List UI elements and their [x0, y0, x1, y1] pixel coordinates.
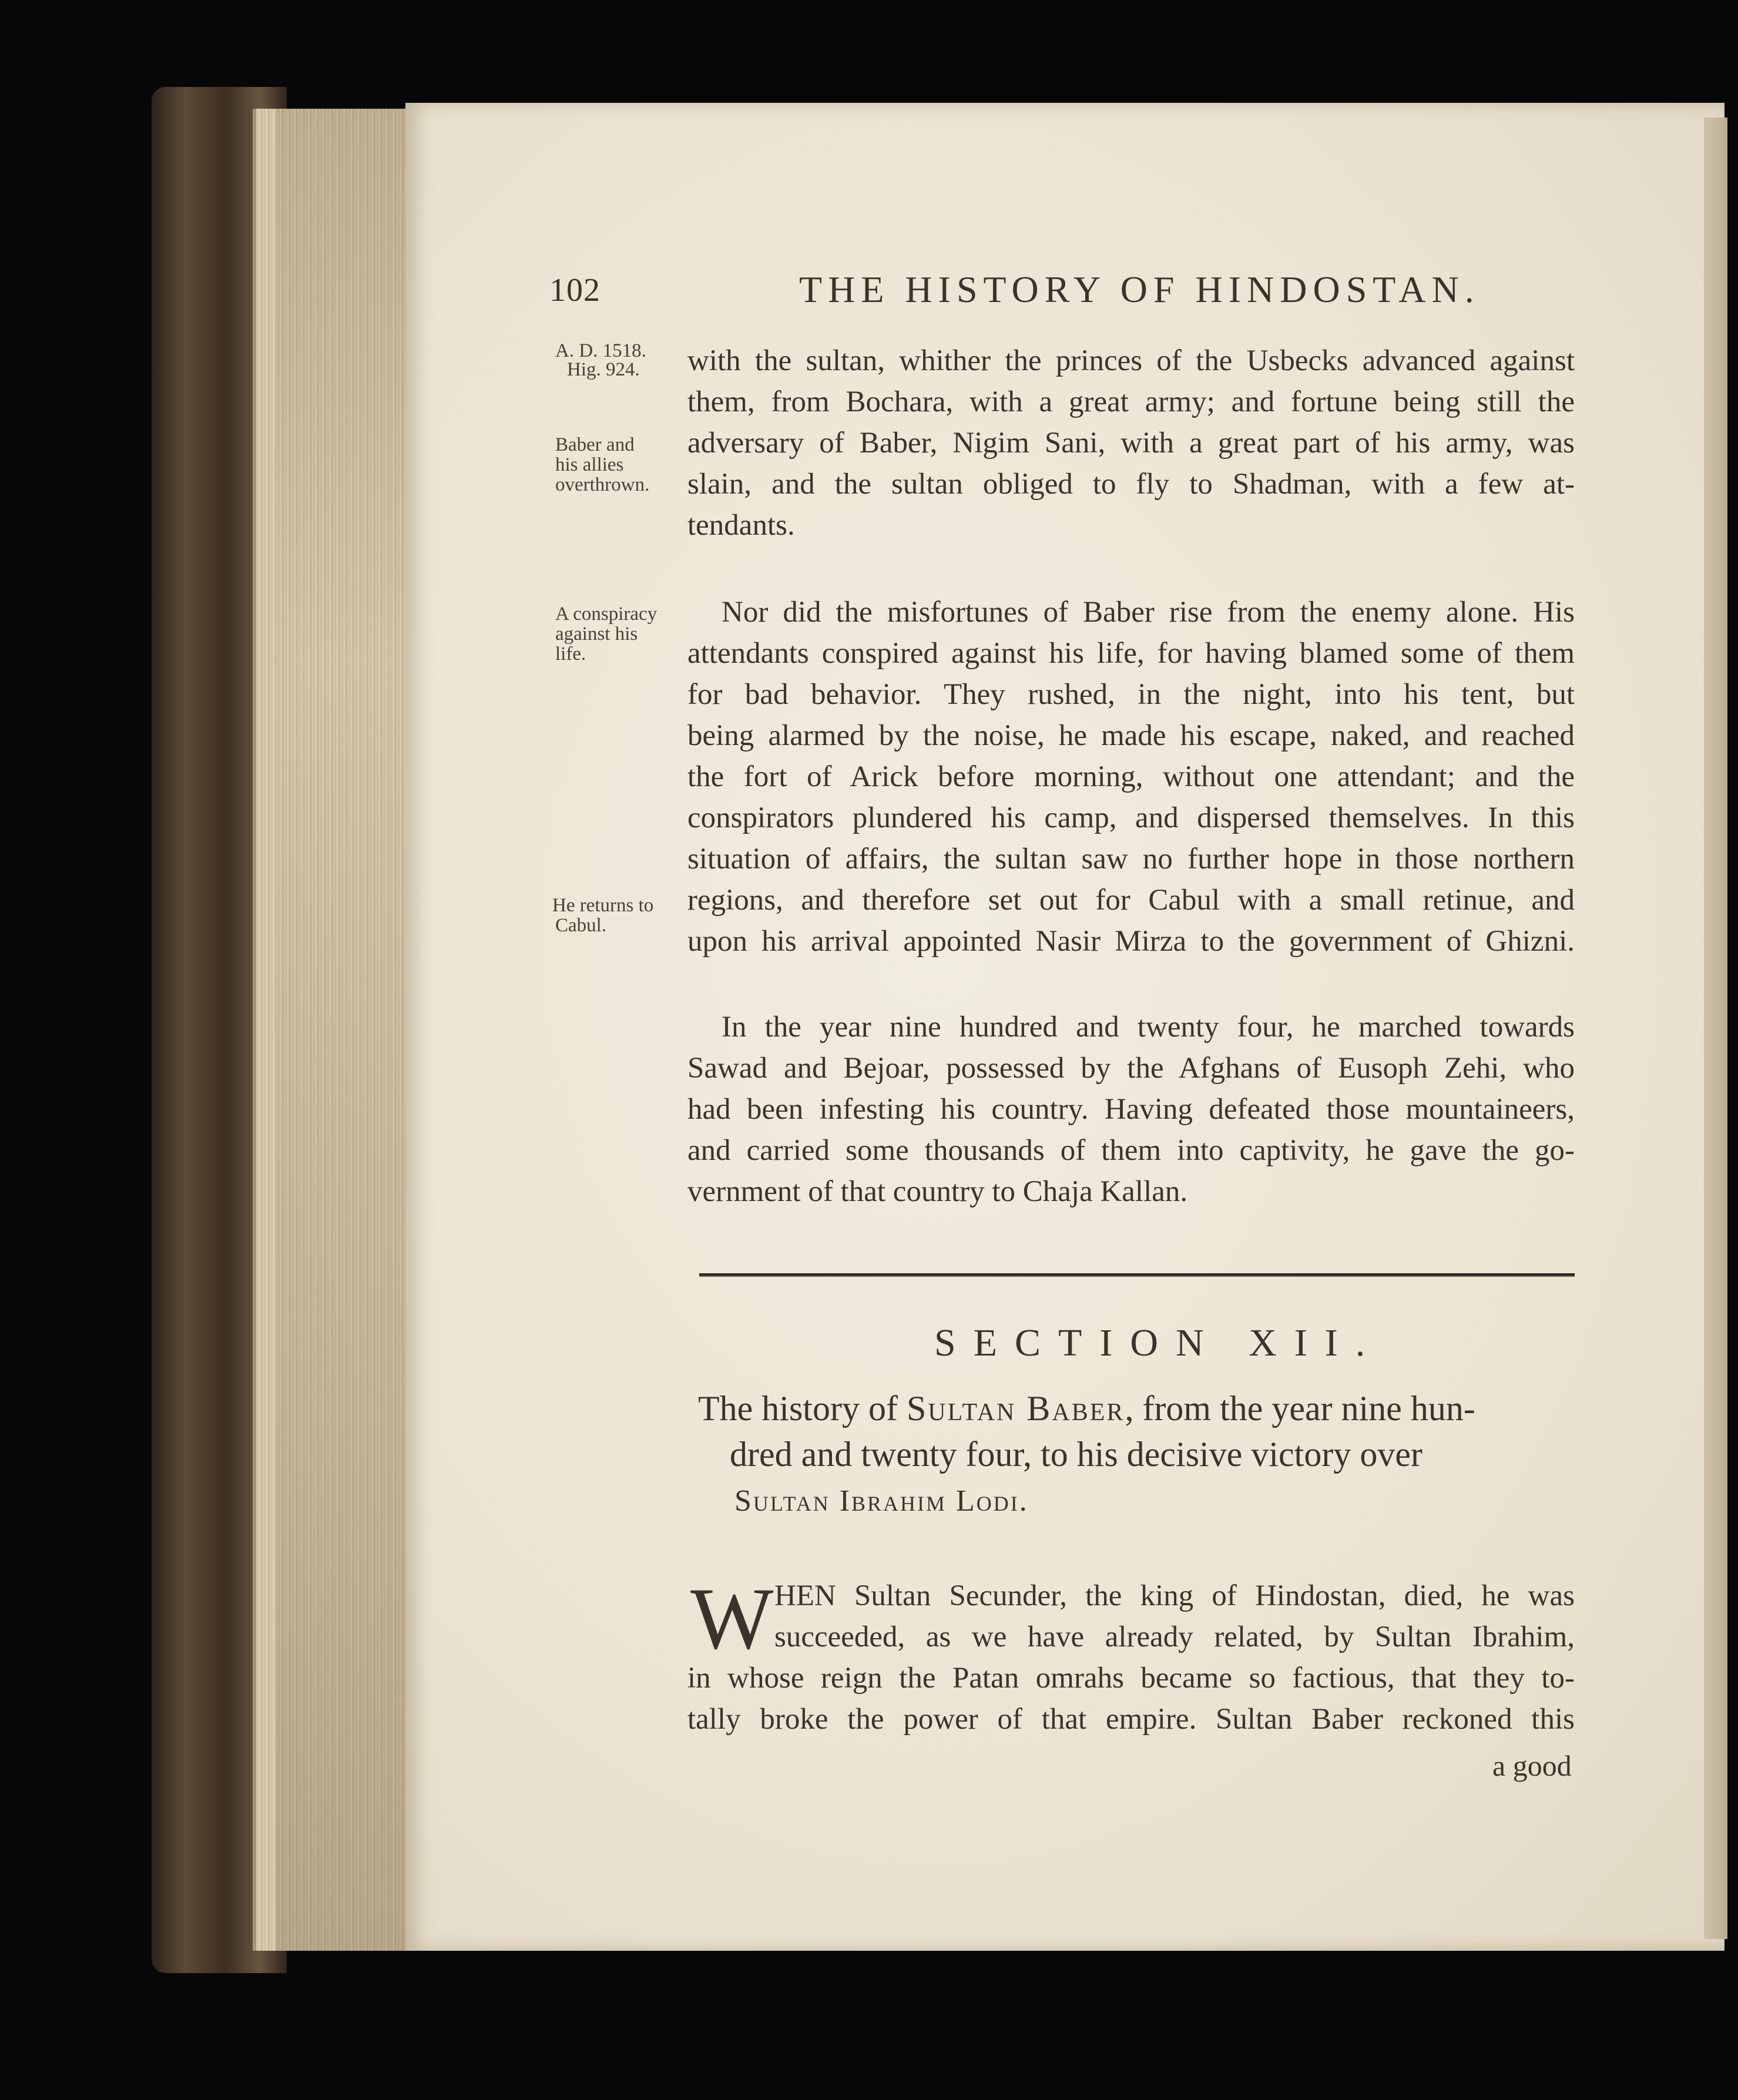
body-line: for bad behavior. They rushed, in the night, into his tent, but [687, 678, 1575, 711]
margin-note-return-1: He returns to [552, 895, 654, 916]
margin-note-conspiracy-2: against his [555, 623, 638, 645]
body-line: slain, and the sultan obliged to fly to Shadman, with a few at- [687, 468, 1575, 501]
body-line: them, from Bochara, with a great army; and fortune being still the [687, 385, 1575, 418]
body-line: situation of affairs, the sultan saw no further hope in those northern [687, 843, 1575, 875]
section-title-line-1: The history of Sultan Baber, from the year nine hun- [698, 1389, 1475, 1428]
body-line: being alarmed by the noise, he made his escape, naked, and reached [687, 719, 1575, 752]
body-line: tendants. [687, 509, 795, 542]
margin-date-year: A. D. 1518. [555, 340, 646, 361]
section-title-line-3: Sultan Ibrahim Lodi. [734, 1484, 1029, 1518]
running-title: THE HISTORY OF HINDOSTAN. [799, 269, 1480, 310]
section-rule [699, 1273, 1575, 1277]
next-page-edge [1704, 118, 1727, 1939]
body-line: vernment of that country to Chaja Kallan. [687, 1175, 1188, 1208]
margin-date-hijri: Hig. 924. [567, 359, 640, 380]
body-line: with the sultan, whither the princes of the Usbecks advanced against [687, 344, 1575, 377]
body-line: the fort of Arick before morning, without one attendant; and the [687, 760, 1575, 793]
page-edges-shadow [276, 109, 411, 1951]
page-number: 102 [549, 272, 600, 308]
margin-note-defeat-3: overthrown. [555, 474, 650, 495]
body-line: HEN Sultan Secunder, the king of Hindostan, died, he was [774, 1579, 1575, 1612]
drop-cap: W [690, 1570, 774, 1668]
body-line: and carried some thousands of them into captivity, he gave the go- [687, 1134, 1575, 1167]
body-line: attendants conspired against his life, for having blamed some of them [687, 637, 1575, 670]
body-line-indented: In the year nine hundred and twenty four, he marched towards [722, 1011, 1575, 1044]
body-line: regions, and therefore set out for Cabul with a small retinue, and [687, 884, 1575, 917]
body-line: Sawad and Bejoar, possessed by the Afghans of Eusoph Zehi, who [687, 1052, 1575, 1085]
body-line: conspirators plundered his camp, and dispersed themselves. In this [687, 801, 1575, 834]
body-line: adversary of Baber, Nigim Sani, with a great part of his army, was [687, 427, 1575, 459]
body-line: in whose reign the Patan omrahs became so factious, that they to- [687, 1662, 1575, 1695]
section-title-line-2: dred and twenty four, to his decisive victory over [730, 1435, 1422, 1474]
margin-note-conspiracy-1: A conspiracy [555, 603, 657, 625]
body-line: tally broke the power of that empire. Sultan Baber reckoned this [687, 1703, 1575, 1736]
body-line: upon his arrival appointed Nasir Mirza to the government of Ghizni. [687, 925, 1575, 958]
catchword: a good [1492, 1749, 1572, 1782]
body-line-indented: Nor did the misfortunes of Baber rise from the enemy alone. His [722, 596, 1575, 629]
body-line: had been infesting his country. Having defeated those mountaineers, [687, 1093, 1575, 1126]
body-line: succeeded, as we have already related, by Sultan Ibrahim, [774, 1621, 1575, 1653]
margin-note-return-2: Cabul. [555, 915, 607, 936]
section-heading: SECTION XII. [934, 1321, 1383, 1364]
margin-note-defeat-2: his allies [555, 454, 624, 475]
margin-note-conspiracy-3: life. [555, 643, 586, 665]
margin-note-defeat-1: Baber and [555, 434, 635, 455]
